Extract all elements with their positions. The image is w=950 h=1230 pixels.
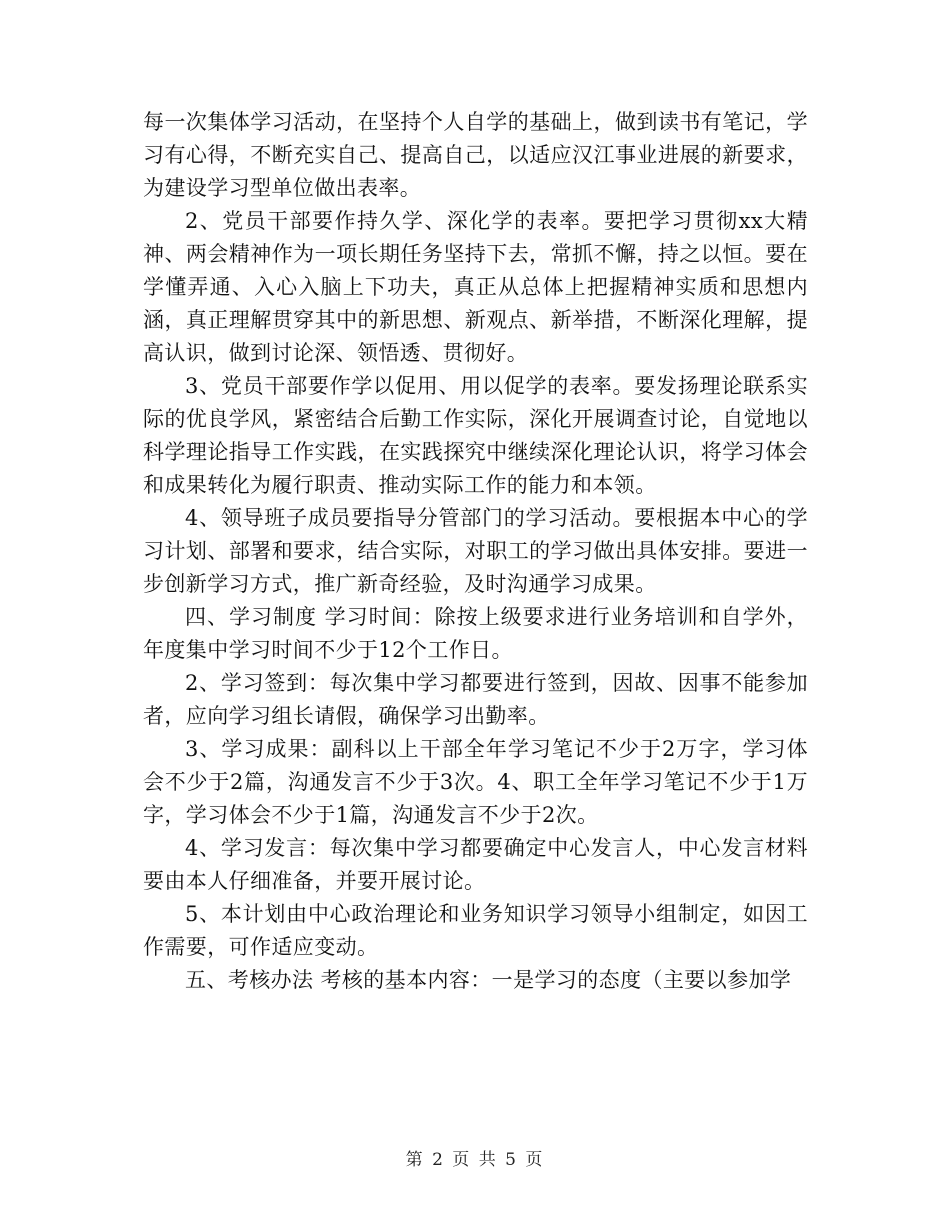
paragraph-9: 5、本计划由中心政治理论和业务知识学习领导小组制定，如因工作需要，可作适应变动。 xyxy=(143,902,808,959)
paragraph-8: 4、学习发言：每次集中学习都要确定中心发言人，中心发言材料要由本人仔细准备，并要开展讨论。 xyxy=(143,836,808,893)
paragraph-1: 每一次集体学习活动，在坚持个人自学的基础上，做到读书有笔记，学习有心得，不断充实自己、提高自己，以适应汉江事业进展的新要求，为建设学习型单位做出表率。 xyxy=(143,110,808,200)
paragraph-7: 3、学习成果：副科以上干部全年学习笔记不少于2万字，学习体会不少于2篇，沟通发言不少于3次。4、职工全年学习笔记不少于1万字，学习体会不少于1篇，沟通发言不少于2次。 xyxy=(143,737,808,827)
page-footer: 第 2 页 共 5 页 xyxy=(405,1150,545,1170)
paragraph-2: 2、党员干部要作持久学、深化学的表率。要把学习贯彻xx大精神、两会精神作为一项长期任务坚持下去，常抓不懈，持之以恒。要在学懂弄通、入心入脑上下功夫，真正从总体上把握精神实质和思想内涵，真正理解贯穿其中的新思想、新观点、新举措，不断深化理解，提高认识，做到讨论深、领悟透、贯彻好。 xyxy=(143,209,808,365)
paragraph-10: 五、考核办法 考核的基本内容：一是学习的态度（主要以参加学 xyxy=(185,968,792,992)
paragraph-6: 2、学习签到：每次集中学习都要进行签到，因故、因事不能参加者，应向学习组长请假，确保学习出勤率。 xyxy=(143,671,808,728)
document-body xyxy=(143,106,808,997)
paragraph-3: 3、党员干部要作学以促用、用以促学的表率。要发扬理论联系实际的优良学风，紧密结合后勤工作实际，深化开展调查讨论，自觉地以科学理论指导工作实践，在实践探究中继续深化理论认识，将学习体会和成果转化为履行职责、推动实际工作的能力和本领。 xyxy=(143,374,808,497)
paragraph-4: 4、领导班子成员要指导分管部门的学习活动。要根据本中心的学习计划、部署和要求，结合实际，对职工的学习做出具体安排。要进一步创新学习方式，推广新奇经验，及时沟通学习成果。 xyxy=(143,506,808,596)
paragraph-5: 四、学习制度 学习时间：除按上级要求进行业务培训和自学外，年度集中学习时间不少于12个工作日。 xyxy=(143,605,808,662)
